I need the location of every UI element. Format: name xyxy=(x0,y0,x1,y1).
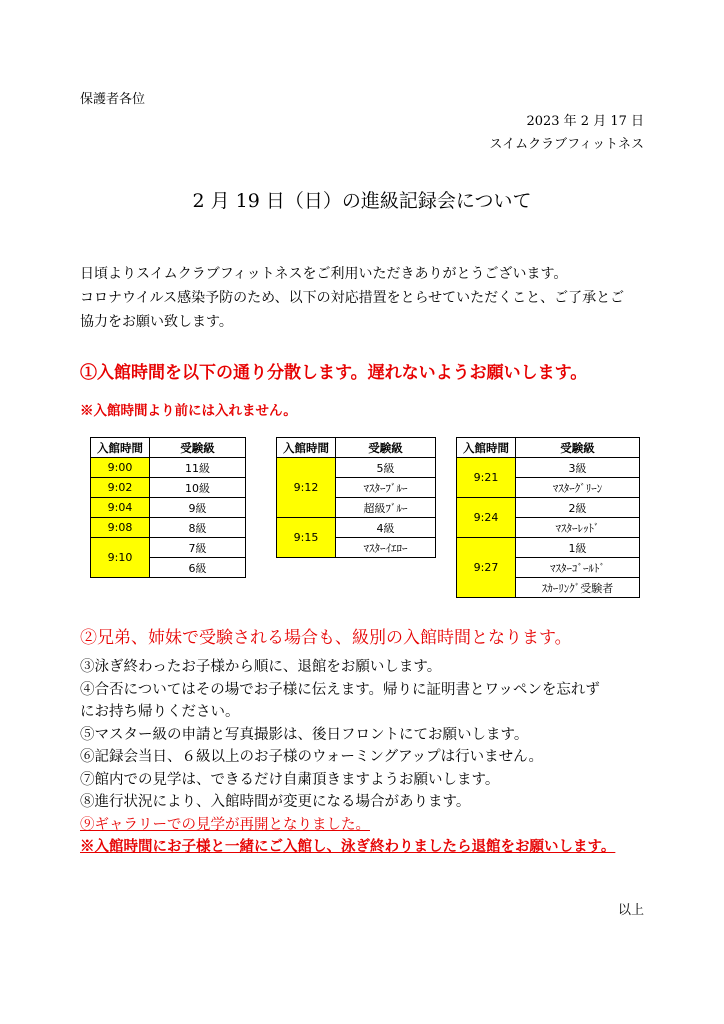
entry-time-cell: 9:27 xyxy=(457,538,516,598)
grade-cell: 10級 xyxy=(150,478,246,498)
header-grade: 受験級 xyxy=(150,438,246,458)
header-time: 入館時間 xyxy=(277,438,336,458)
table-header-row xyxy=(457,438,640,458)
schedule-table-3 xyxy=(456,437,640,598)
table-row xyxy=(277,458,436,478)
schedule-table-2 xyxy=(276,437,436,558)
grade-cell: 7級 xyxy=(150,538,246,558)
entry-time-cell: 9:04 xyxy=(91,498,150,518)
grade-cell: ﾏｽﾀｰﾚｯﾄﾞ xyxy=(516,518,640,538)
intro-line: 日頃よりスイムクラブフィットネスをご利用いただきありがとうございます。 xyxy=(80,266,568,282)
grade-cell: ﾏｽﾀｰｺﾞｰﾙﾄﾞ xyxy=(516,558,640,578)
header-time: 入館時間 xyxy=(457,438,516,458)
intro-line: 協力をお願い致します。 xyxy=(80,314,233,330)
closing-mark: 以上 xyxy=(617,903,644,918)
document-date: 2023 年 2 月 17 日 xyxy=(526,114,644,129)
table-row xyxy=(91,518,246,538)
section-1-heading: ①入館時間を以下の通り分散します。遅れないようお願いします。 xyxy=(80,363,588,383)
table-row xyxy=(277,518,436,538)
intro-line: コロナウイルス感染予防のため、以下の対応措置をとらせていただくこと、ご了承とご xyxy=(80,290,625,306)
grade-cell: 2級 xyxy=(516,498,640,518)
table-row xyxy=(457,538,640,558)
section-1-note: ※入館時間より前には入れません。 xyxy=(80,403,297,419)
final-note xyxy=(80,836,670,859)
grade-cell: 9級 xyxy=(150,498,246,518)
grade-cell: ﾏｽﾀｰｸﾞﾘｰﾝ xyxy=(516,478,640,498)
entry-time-cell: 9:21 xyxy=(457,458,516,498)
document-title: 2 月 19 日（日）の進級記録会について xyxy=(192,190,532,212)
list-item: ⑤マスター級の申請と写真撮影は、後日フロントにてお願いします。 xyxy=(80,726,529,743)
schedule-table-1 xyxy=(90,437,246,578)
entry-time-cell: 9:24 xyxy=(457,498,516,538)
table-row xyxy=(91,498,246,518)
grade-cell: 3級 xyxy=(516,458,640,478)
grade-cell: 5級 xyxy=(336,458,436,478)
table-row xyxy=(457,458,640,478)
list-item: ③泳ぎ終わったお子様から順に、退館をお願いします。 xyxy=(80,659,442,675)
table-row xyxy=(91,538,246,558)
grade-cell: 8級 xyxy=(150,518,246,538)
table-row xyxy=(91,478,246,498)
grade-cell: ﾏｽﾀｰﾌﾞﾙｰ xyxy=(336,478,436,498)
table-header-row xyxy=(91,438,246,458)
instructions-list xyxy=(80,656,670,859)
final-note-text: ※入館時間にお子様と一緒にご入館し、泳ぎ終わりましたら退館をお願いします。 xyxy=(80,838,616,855)
entry-time-cell: 9:10 xyxy=(91,538,150,578)
entry-time-cell: 9:08 xyxy=(91,518,150,538)
entry-time-cell: 9:02 xyxy=(91,478,150,498)
section-2-heading: ②兄弟、姉妹で受験される場合も、級別の入館時間となります。 xyxy=(80,628,572,648)
grade-cell: 4級 xyxy=(336,518,436,538)
header-grade: 受験級 xyxy=(516,438,640,458)
organization-name: スイムクラブフィットネス xyxy=(489,137,644,152)
list-item: ⑧進行状況により、入館時間が変更になる場合があります。 xyxy=(80,794,471,810)
gallery-notice-text: ⑨ギャラリーでの見学が再開となりました。 xyxy=(80,816,370,833)
table-row xyxy=(91,458,246,478)
recipient: 保護者各位 xyxy=(80,92,146,107)
table-row xyxy=(457,498,640,518)
gallery-notice xyxy=(80,814,670,837)
header-time: 入館時間 xyxy=(91,438,150,458)
header-grade: 受験級 xyxy=(336,438,436,458)
grade-cell: 超級ﾌﾞﾙｰ xyxy=(336,498,436,518)
entry-time-cell: 9:00 xyxy=(91,458,150,478)
list-item: ④合否についてはその場でお子様に伝えます。帰りに証明書とワッペンを忘れず xyxy=(80,681,600,698)
intro-paragraph xyxy=(80,262,650,334)
grade-cell: ﾏｽﾀｰｲｴﾛｰ xyxy=(336,538,436,558)
grade-cell: 11級 xyxy=(150,458,246,478)
list-item: にお持ち帰りください。 xyxy=(80,704,240,720)
entry-time-cell: 9:15 xyxy=(277,518,336,558)
entry-time-cell: 9:12 xyxy=(277,458,336,518)
grade-cell: ｽｶｰﾘﾝｸﾞ受験者 xyxy=(516,578,640,598)
grade-cell: 6級 xyxy=(150,558,246,578)
list-item: ⑥記録会当日、６級以上のお子様のウォーミングアップは行いません。 xyxy=(80,749,543,765)
list-item: ⑦館内での見学は、できるだけ自粛頂きますようお願いします。 xyxy=(80,771,500,788)
grade-cell: 1級 xyxy=(516,538,640,558)
table-header-row xyxy=(277,438,436,458)
